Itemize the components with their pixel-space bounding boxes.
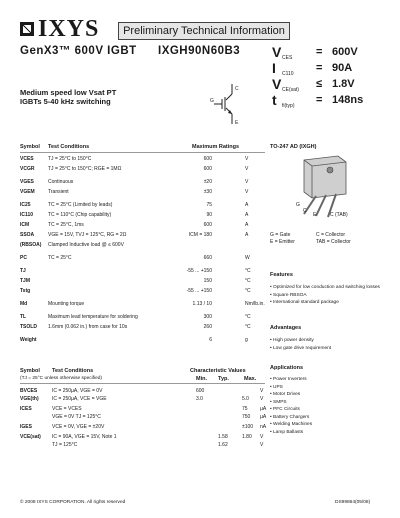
char-table-row: [20, 414, 265, 424]
application-item: • UPS: [270, 384, 283, 390]
max-row-condition: TC = 25°C: [48, 255, 72, 261]
char-header-min: Min.: [196, 376, 207, 382]
max-row-condition: VGE = 15V, TVJ = 125°C, RG = 2Ω: [48, 232, 127, 238]
max-table-row: [20, 255, 265, 265]
max-row-symbol: TSOLD: [20, 324, 37, 330]
char-row-unit: µA: [260, 406, 267, 412]
max-table-row: [20, 242, 265, 252]
spec-row: [272, 76, 382, 92]
max-row-condition: Continuous: [48, 179, 74, 185]
char-header-max: Max.: [244, 376, 257, 382]
char-row-max: 1.80: [242, 434, 252, 440]
max-row-value: 260: [203, 324, 212, 330]
max-table-header-ratings: Maximum Ratings: [192, 144, 240, 150]
feature-item: • International standard package: [270, 300, 339, 305]
max-row-value: 600: [203, 222, 212, 228]
max-table-row: [20, 337, 265, 347]
spec-symbol: t: [272, 92, 277, 108]
max-row-symbol: IC110: [20, 212, 34, 218]
max-row-value: 300: [203, 314, 212, 320]
max-row-symbol: SSOA: [20, 232, 35, 238]
char-table-row: [20, 442, 265, 452]
applications-list: [270, 376, 312, 436]
ixys-logo-mark: [20, 22, 34, 36]
max-row-symbol: TJM: [20, 278, 30, 284]
char-row-max: 750: [242, 414, 251, 420]
char-row-symbol: VCE(sat): [20, 434, 41, 440]
char-row-max: 75: [242, 406, 248, 412]
char-table-row: [20, 424, 265, 434]
legend-gate: G = Gate: [270, 232, 291, 238]
max-row-unit: W: [245, 255, 250, 261]
char-row-symbol: BVCES: [20, 388, 38, 394]
max-table-row: [20, 314, 265, 324]
max-row-unit: A: [245, 202, 249, 208]
max-row-unit: V: [245, 166, 249, 172]
spec-operator: ≤: [316, 78, 323, 90]
char-table-row: [20, 396, 265, 406]
svg-text:C: C: [235, 86, 239, 92]
max-row-symbol: VCGR: [20, 166, 35, 172]
spec-symbol: V: [272, 44, 282, 60]
char-table-divider: [20, 383, 265, 384]
max-row-symbol: TJ: [20, 268, 26, 274]
max-row-value: -55 ... +150: [186, 268, 212, 274]
max-row-symbol: TL: [20, 314, 27, 320]
max-row-condition: Clamped Inductive load @ ≤ 600V: [48, 242, 124, 248]
max-row-unit: °C: [245, 268, 251, 274]
max-row-unit: A: [245, 212, 249, 218]
legend-emitter: E = Emitter: [270, 239, 295, 245]
max-row-condition: TC = 110°C (Chip capability): [48, 212, 112, 218]
max-row-value: 600: [203, 166, 212, 172]
max-table-row: [20, 189, 265, 199]
feature-item: • Optimized for low conduction and switching losses: [270, 285, 380, 290]
max-row-condition: TC = 25°C, 1ms: [48, 222, 84, 228]
max-row-symbol: VGEM: [20, 189, 35, 195]
spec-value: 1.8V: [332, 78, 355, 90]
spec-subscript: CES: [282, 55, 293, 61]
char-row-unit: V: [260, 388, 264, 394]
pin-label-e: E: [313, 212, 317, 218]
application-item: • Battery Chargers: [270, 414, 310, 420]
char-row-condition: IC = 250µA, VGE = 0V: [52, 388, 103, 394]
max-row-condition: Mounting torque: [48, 301, 85, 307]
application-item: • Power Inverters: [270, 377, 307, 382]
svg-text:E: E: [235, 120, 239, 126]
max-table-row: [20, 288, 265, 298]
to247-package-icon: [286, 154, 366, 224]
max-row-condition: TJ = 25°C to 150°C; RGE = 1MΩ: [48, 166, 122, 172]
advantage-item: • Low gate drive requirement: [270, 345, 332, 351]
spec-subscript: fi(typ): [282, 103, 295, 109]
char-row-condition: TJ = 125°C: [52, 442, 78, 448]
char-row-min: 3.0: [196, 396, 203, 402]
max-row-symbol: (RBSOA): [20, 242, 42, 248]
max-row-unit: Nm/lb.in.: [245, 301, 265, 307]
max-table-row: [20, 156, 265, 166]
max-row-symbol: Weight: [20, 337, 37, 343]
char-row-symbol: IGES: [20, 424, 32, 430]
max-row-unit: °C: [245, 288, 251, 294]
max-row-condition: Maximum lead temperature for soldering: [48, 314, 138, 320]
char-row-unit: V: [260, 396, 264, 402]
features-title: Features: [270, 272, 293, 278]
igbt-symbol-icon: [210, 82, 260, 126]
spec-row: [272, 60, 382, 76]
features-list: [270, 284, 382, 307]
pin-label-c: C: [303, 208, 307, 214]
preliminary-banner: Preliminary Technical Information: [118, 22, 290, 40]
pin-label-tab: C (TAB): [330, 212, 348, 218]
max-row-unit: A: [245, 222, 249, 228]
spec-operator: =: [316, 62, 323, 74]
spec-operator: =: [316, 46, 323, 58]
spec-subscript: CE(sat): [282, 87, 299, 93]
char-row-unit: µA: [260, 414, 267, 420]
max-row-unit: °C: [245, 324, 251, 330]
max-row-value: ±20: [203, 179, 212, 185]
max-row-symbol: IC25: [20, 202, 31, 208]
char-row-condition: VCE = 0V, VGE = ±20V: [52, 424, 105, 430]
spec-operator: =: [316, 94, 323, 106]
max-table-header-conditions: Test Conditions: [48, 144, 90, 150]
max-row-symbol: VGES: [20, 179, 34, 185]
max-table-row: [20, 268, 265, 278]
max-table-row: [20, 222, 265, 232]
product-title: GenX3™ 600V IGBT: [20, 45, 137, 57]
max-row-value: 6: [209, 337, 212, 343]
application-item: • SMPS: [270, 399, 287, 405]
application-item: • Welding Machines: [270, 422, 313, 427]
max-row-value: 75: [206, 202, 212, 208]
spec-row: [272, 44, 382, 60]
advantages-title: Advantages: [270, 325, 302, 331]
description: [20, 88, 116, 106]
char-row-max: ±100: [242, 424, 254, 430]
max-row-unit: V: [245, 189, 249, 195]
max-row-unit: °C: [245, 314, 251, 320]
max-row-symbol: VCES: [20, 156, 34, 162]
char-header-symbol: Symbol: [20, 368, 40, 374]
max-row-condition: Transient: [48, 189, 69, 195]
char-row-typ: 1.58: [218, 434, 228, 440]
copyright: © 2008 IXYS CORPORATION. All rights reserved: [20, 500, 126, 505]
max-table-row: [20, 301, 265, 311]
max-row-unit: °C: [245, 278, 251, 284]
spec-symbol: V: [272, 76, 282, 92]
char-row-symbol: ICES: [20, 406, 32, 412]
max-row-value: 90: [206, 212, 212, 218]
char-row-condition: VCE = VCES: [52, 406, 82, 412]
max-table-divider: [20, 152, 265, 153]
max-row-value: ±30: [203, 189, 212, 195]
max-row-symbol: ICM: [20, 222, 30, 228]
package-title: TO-247 AD (IXGH): [270, 144, 317, 150]
max-row-condition: TJ = 25°C to 150°C: [48, 156, 92, 162]
char-row-max: 5.0: [242, 396, 249, 402]
max-row-condition: TC = 25°C (Limited by leads): [48, 202, 113, 208]
char-row-unit: V: [260, 442, 264, 448]
char-row-unit: V: [260, 434, 264, 440]
description-line-2: IGBTs 5-40 kHz switching: [20, 97, 111, 106]
char-row-typ: 1.62: [218, 442, 228, 448]
svg-text:G: G: [210, 98, 214, 104]
char-header-values: Characteristic Values: [190, 368, 246, 374]
char-row-symbol: VGE(th): [20, 396, 39, 402]
max-table-row: [20, 212, 265, 222]
application-item: • Motor Drives: [270, 392, 301, 397]
application-item: • Lamp Ballasts: [270, 429, 304, 435]
max-table-row: [20, 232, 265, 242]
advantage-item: • High power density: [270, 338, 314, 343]
applications-title: Applications: [270, 365, 304, 371]
max-table-header-symbol: Symbol: [20, 144, 40, 150]
application-item: • PFC Circuits: [270, 407, 300, 412]
doc-number: DS99864(05/08): [335, 500, 371, 505]
max-table-row: [20, 278, 265, 288]
char-header-temp: (TJ = 25°C unless otherwise specified): [20, 376, 103, 381]
max-row-value: 150: [203, 278, 212, 284]
max-row-symbol: PC: [20, 255, 27, 261]
max-table-row: [20, 324, 265, 334]
char-row-condition: IC = 90A, VGE = 15V, Note 1: [52, 434, 117, 440]
max-table-row: [20, 166, 265, 176]
spec-value: 600V: [332, 46, 358, 58]
spec-value: 90A: [332, 62, 353, 74]
max-row-value: 660: [203, 255, 212, 261]
char-row-min: 600: [196, 388, 205, 394]
feature-item: • Square RBSOA: [270, 292, 307, 298]
max-row-unit: V: [245, 156, 249, 162]
max-row-condition: 1.6mm (0.062 in.) from case for 10s: [48, 324, 128, 330]
ixys-logo-text: IXYS: [38, 16, 100, 42]
char-row-unit: nA: [260, 424, 267, 430]
max-row-unit: V: [245, 179, 249, 185]
max-row-unit: A: [245, 232, 249, 238]
legend-tab: TAB = Collector: [316, 239, 351, 245]
char-row-condition: VGE = 0V TJ = 125°C: [52, 414, 101, 420]
spec-symbol: I: [272, 60, 276, 76]
description-line-1: Medium speed low Vsat PT: [20, 88, 117, 97]
max-row-value: 600: [203, 156, 212, 162]
max-row-value: -55 ... +150: [186, 288, 212, 294]
char-header-conditions: Test Conditions: [52, 368, 94, 374]
spec-value: 148ns: [332, 94, 364, 106]
spec-row: [272, 92, 382, 108]
advantages-list: [270, 337, 331, 352]
part-number: IXGH90N60B3: [158, 45, 241, 57]
spec-subscript: C110: [282, 71, 294, 77]
max-table-row: [20, 179, 265, 189]
pin-label-g: G: [296, 202, 300, 208]
char-header-typ: Typ.: [218, 376, 229, 382]
max-row-unit: g: [245, 337, 248, 343]
max-row-symbol: Md: [20, 301, 28, 307]
char-row-condition: IC = 250µA, VCE = VGE: [52, 396, 107, 402]
max-row-value: 1.13 / 10: [192, 301, 212, 307]
max-row-value: ICM = 180: [188, 232, 212, 238]
max-table-row: [20, 202, 265, 212]
max-row-symbol: Tstg: [20, 288, 31, 294]
legend-collector: C = Collector: [316, 232, 346, 238]
